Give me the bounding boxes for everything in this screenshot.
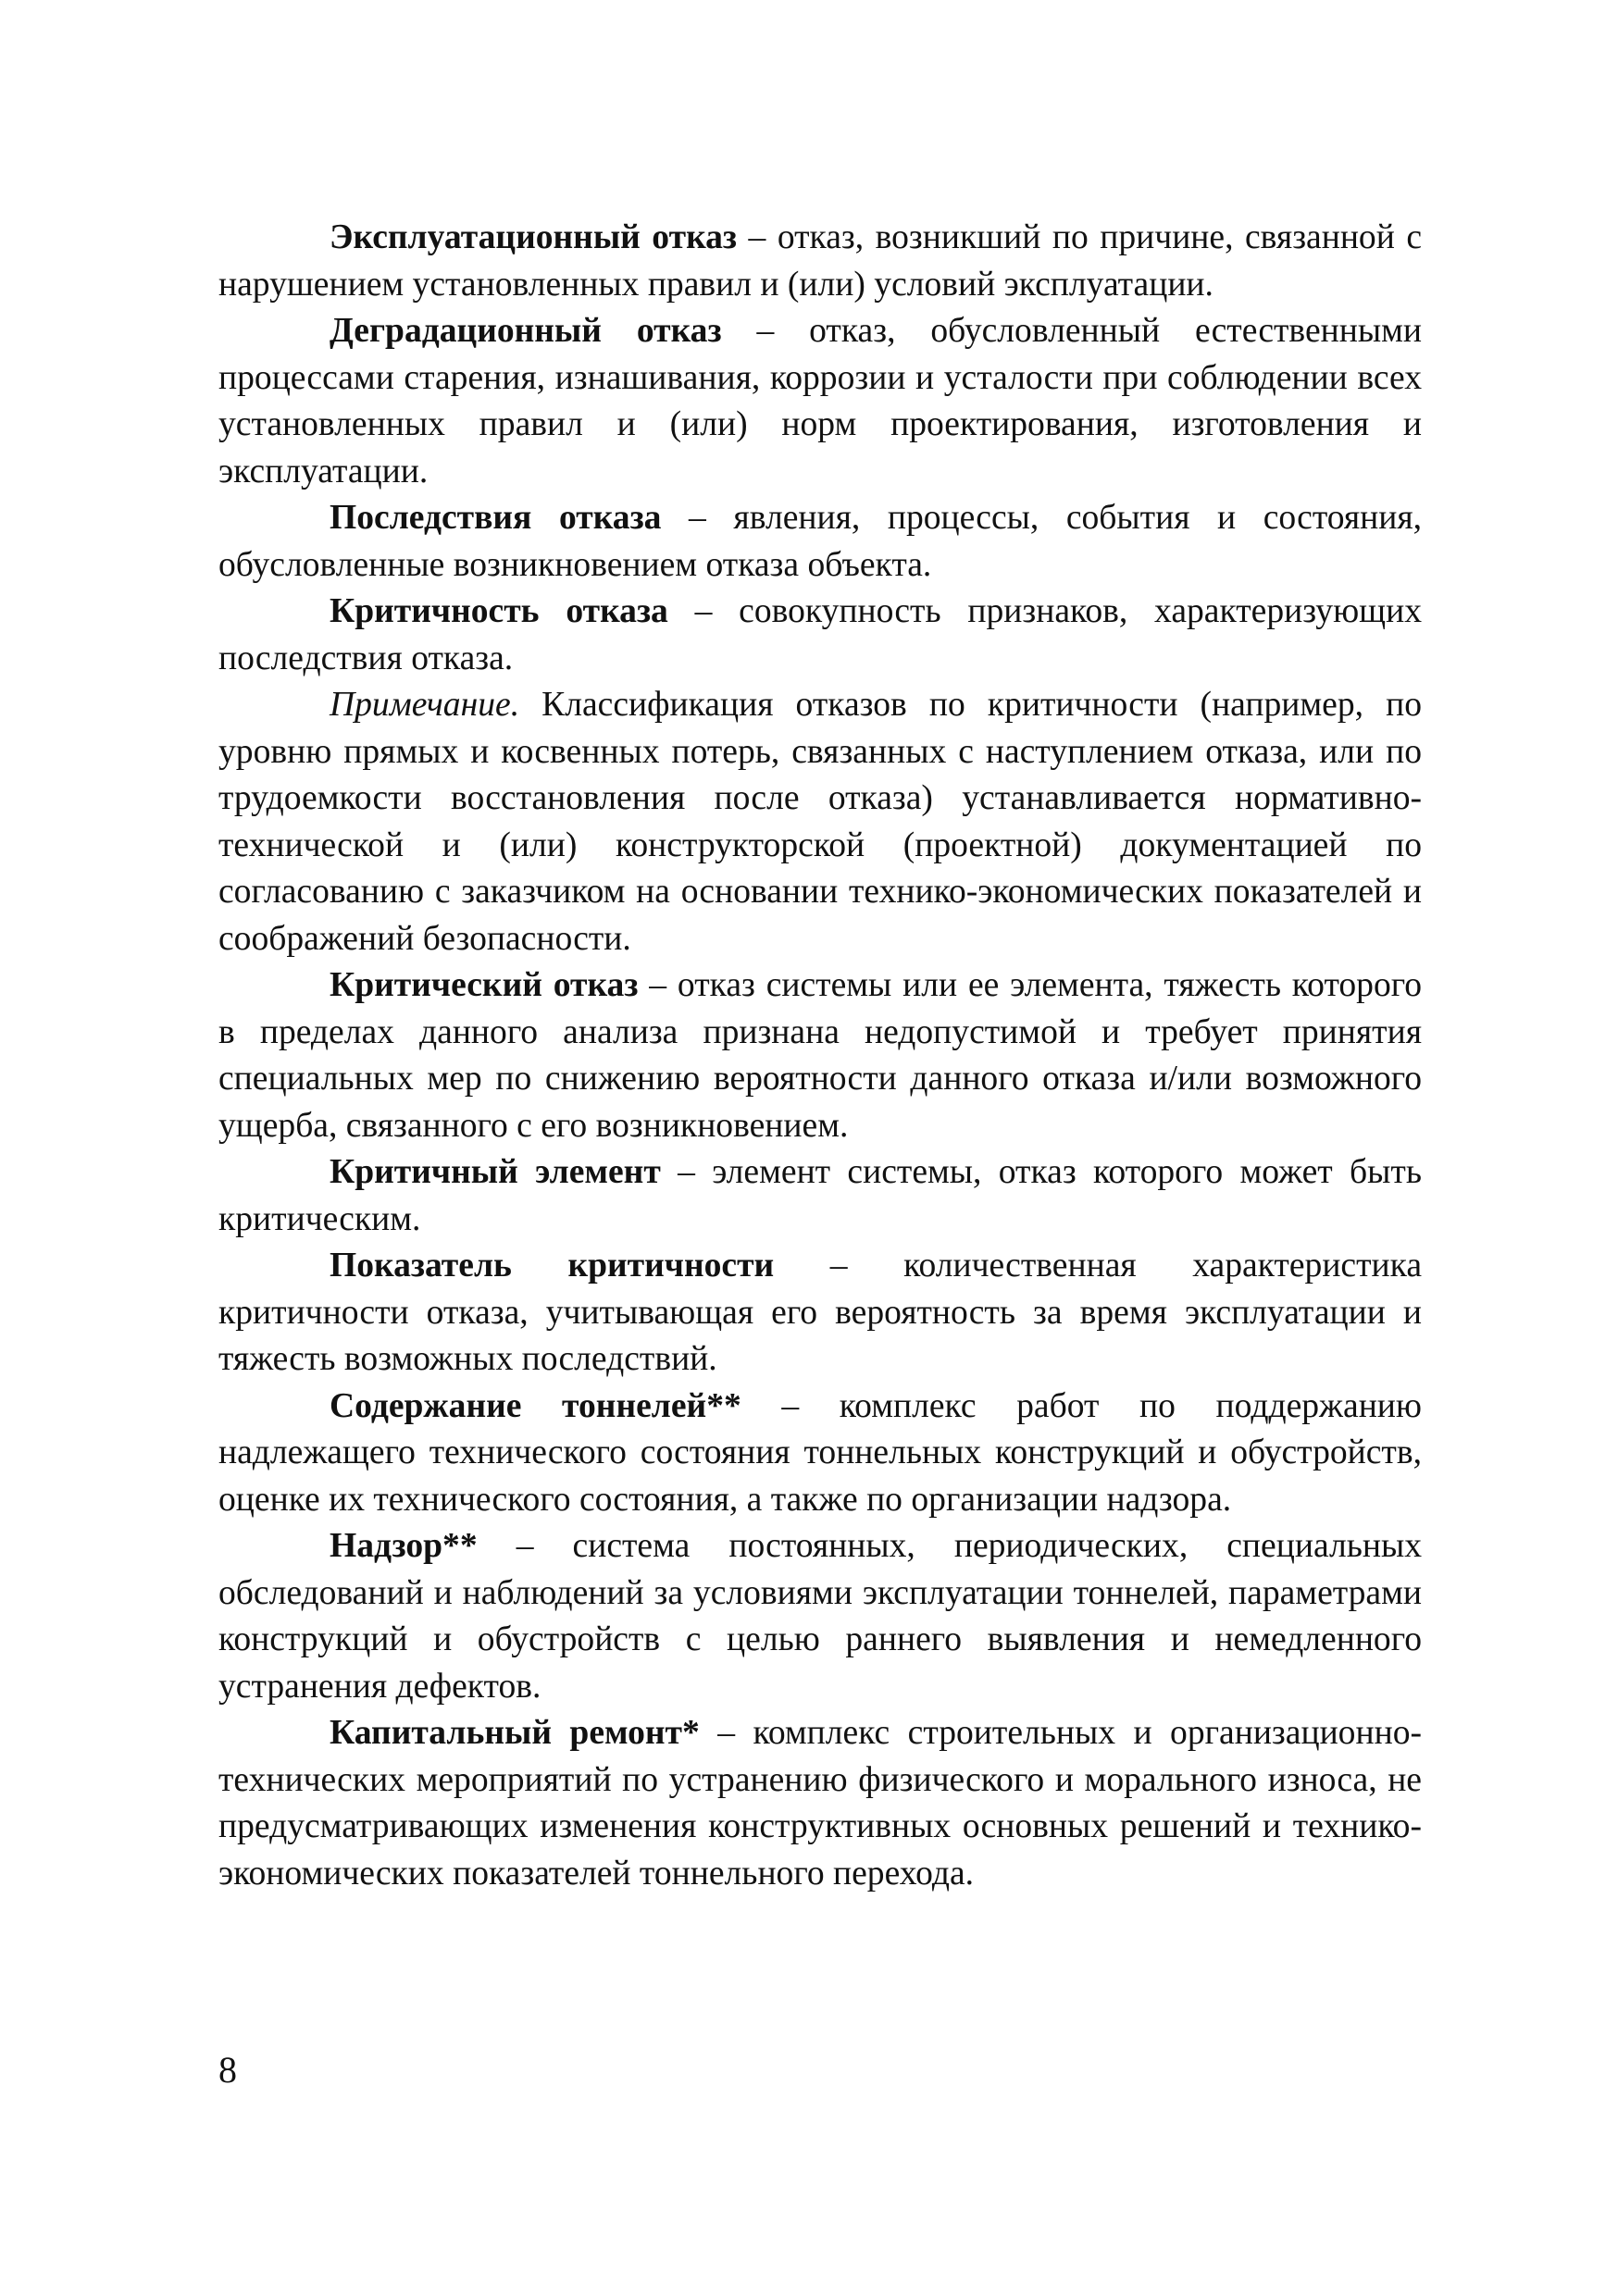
definition-supervision	[218, 1523, 1422, 1710]
definition-text: – элемент системы, отказ которого может быть критическим.	[218, 1153, 1422, 1238]
definition-critical-failure	[218, 962, 1422, 1149]
definition-operational-failure	[218, 215, 1422, 308]
term: Последствия отказа	[330, 499, 662, 537]
page-number: 8	[218, 2049, 237, 2091]
note-text: Классификация отказов по критичности (например, по уровню прямых и косвенных потерь, связанных с наступлением отказа, или по трудоемкости восстановления после отказа) устанавливается нормативно-технической и (или) конструкторской (проектной) документацией по согласованию с заказчиком на основании технико-экономических показателей и соображений безопасности.	[218, 686, 1422, 958]
definition-text: – совокупность признаков, характеризующих последствия отказа.	[218, 592, 1422, 677]
definition-failure-consequences	[218, 495, 1422, 589]
term: Деградационный отказ	[330, 312, 722, 350]
term: Содержание тоннелей**	[330, 1386, 741, 1425]
definition-critical-element	[218, 1149, 1422, 1243]
term: Эксплуатационный отказ	[330, 218, 738, 256]
definition-degradation-failure	[218, 308, 1422, 495]
definition-text: – комплекс строительных и организационно-технических мероприятий по устранению физического и морального износа, не предусматривающих изменения конструктивных основных решений и технико-экономических показателей тоннельного перехода.	[218, 1714, 1422, 1893]
term: Надзор**	[330, 1527, 478, 1565]
definition-failure-criticality	[218, 589, 1422, 682]
definition-tunnel-maintenance	[218, 1384, 1422, 1524]
document-body	[218, 215, 1422, 1897]
term: Критический отказ	[330, 966, 639, 1004]
definition-major-repair	[218, 1710, 1422, 1897]
term: Критичность отказа	[330, 592, 668, 630]
definition-criticality-indicator	[218, 1243, 1422, 1384]
definition-text: – количественная характеристика критичности отказа, учитывающая его вероятность за время эксплуатации и тяжесть возможных последствий.	[218, 1247, 1423, 1378]
term: Показатель критичности	[330, 1247, 775, 1285]
definition-text: – отказ системы или ее элемента, тяжесть которого в пределах данного анализа признана недопустимой и требует принятия специальных мер по снижению вероятности данного отказа и/или возможного ущерба, связанного с его возникновением.	[218, 966, 1423, 1145]
definition-text: – явления, процессы, события и состояния, обусловленные возникновением отказа объекта.	[218, 499, 1423, 584]
definition-text: – комплекс работ по поддержанию надлежащего технического состояния тоннельных конструкций и обустройств, оценке их технического состояния, а также по организации надзора.	[218, 1386, 1422, 1519]
note-paragraph	[218, 682, 1422, 962]
note-label: Примечание.	[330, 686, 520, 724]
definition-text: – система постоянных, периодических, специальных обследований и наблюдений за условиями эксплуатации тоннелей, параметрами конструкций и обустройств с целью раннего выявления и немедленного устранения дефектов.	[218, 1527, 1422, 1706]
definition-text: – отказ, обусловленный естественными процессами старения, изнашивания, коррозии и усталости при соблюдении всех установленных правил и (или) норм проектирования, изготовления и эксплуатации.	[218, 312, 1422, 490]
term: Критичный элемент	[330, 1153, 661, 1191]
definition-text: – отказ, возникший по причине, связанной с нарушением установленных правил и (или) условий эксплуатации.	[218, 218, 1423, 304]
term: Капитальный ремонт*	[330, 1714, 700, 1752]
